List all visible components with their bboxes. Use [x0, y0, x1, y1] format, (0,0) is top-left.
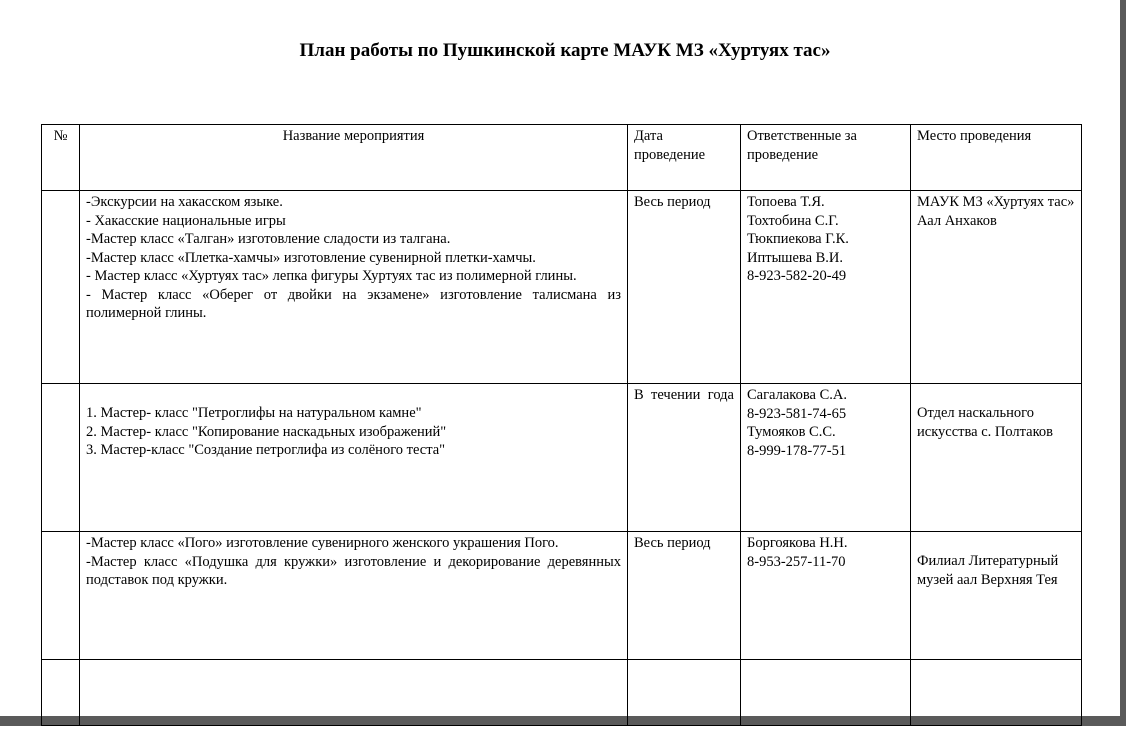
cell-resp — [741, 191, 911, 384]
resp-line: 8-923-582-20-49 — [747, 268, 847, 284]
event-line: -Мастер класс «Талган» изготовление сладости из талгана. — [86, 231, 451, 247]
resp-line: 8-923-581-74-65 — [747, 405, 847, 422]
resp-line: Иптышева В.И. — [747, 249, 844, 266]
cell-num — [42, 660, 80, 726]
cell-resp — [741, 384, 911, 532]
resp-line: Тумояков С.С. — [747, 424, 836, 440]
event-line: - Мастер класс «Оберег от двойки на экзамене» изготовление талисмана из полимерной глины. — [86, 286, 621, 321]
cell-place: Отдел наскального искусства с. Полтаков — [911, 384, 1082, 532]
table-row — [42, 384, 1082, 532]
cell-place: МАУК МЗ «Хуртуях тас» Аал Анхаков — [911, 191, 1082, 384]
table-row — [42, 191, 1082, 384]
cell-name — [80, 532, 628, 660]
table-header-row — [42, 125, 1082, 191]
event-line: -Экскурсии на хакасском языке. — [86, 194, 283, 210]
event-line: 1. Мастер- класс "Петроглифы на натуральном камне" — [86, 405, 422, 421]
event-line: -Мастер класс «Плетка-хамчы» изготовление сувенирной плетки-хамчы. — [86, 249, 536, 266]
cell-place: Филиал Литературный музей аал Верхняя Тея — [911, 532, 1082, 660]
table-row — [42, 532, 1082, 660]
resp-line: Топоева Т.Я. — [747, 194, 825, 210]
cell-num — [42, 532, 80, 660]
events-table — [41, 124, 1082, 726]
cell-date: Весь период — [628, 532, 741, 660]
cell-date: Весь период — [628, 191, 741, 384]
resp-line: Тохтобина С.Г. — [747, 212, 839, 229]
resp-line: 8-953-257-11-70 — [747, 553, 846, 570]
cell-name — [80, 191, 628, 384]
cell-date — [628, 660, 741, 726]
event-line: -Мастер класс «Пого» изготовление сувенирного женского украшения Пого. — [86, 535, 559, 551]
event-line: 2. Мастер- класс "Копирование наскадьных изображений" — [86, 423, 447, 440]
cell-num — [42, 191, 80, 384]
table-row — [42, 660, 1082, 726]
resp-line: 8-999-178-77-51 — [747, 442, 847, 459]
event-line: - Мастер класс «Хуртуях тас» лепка фигуры Хуртуях тас из полимерной глины. — [86, 268, 577, 284]
resp-line: Боргоякова Н.Н. — [747, 535, 848, 551]
resp-line: Сагалакова С.А. — [747, 387, 847, 403]
cell-place — [911, 660, 1082, 726]
event-line: - Хакасские национальные игры — [86, 212, 286, 229]
event-line: -Мастер класс «Подушка для кружки» изготовление и декорирование деревянных подставок под кружки. — [86, 553, 621, 588]
header-num: № — [42, 125, 80, 191]
header-date: Дата проведение — [628, 125, 741, 191]
cell-resp — [741, 532, 911, 660]
cell-num — [42, 384, 80, 532]
header-place: Место проведения — [911, 125, 1082, 191]
cell-date: В течении года — [628, 384, 741, 532]
event-line: 3. Мастер-класс "Создание петроглифа из солёного теста" — [86, 442, 446, 458]
cell-name — [80, 660, 628, 726]
header-resp: Ответственные за проведение — [741, 125, 911, 191]
cell-resp — [741, 660, 911, 726]
document-title: План работы по Пушкинской карте МАУК МЗ «Хуртуях тас» — [299, 40, 831, 61]
header-name: Название мероприятия — [80, 125, 628, 191]
resp-line: Тюкпиекова Г.К. — [747, 231, 849, 247]
cell-name — [80, 384, 628, 532]
